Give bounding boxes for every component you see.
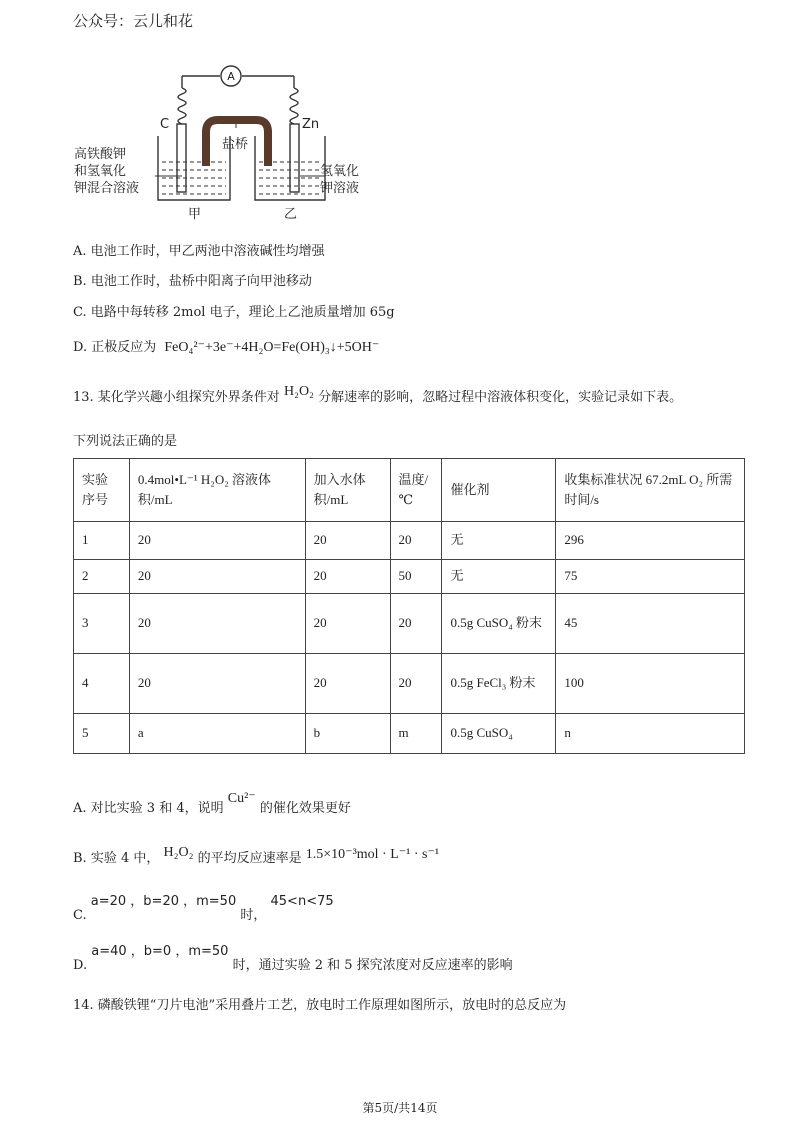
table-header-cell: 催化剂 <box>442 459 556 522</box>
page-header: 公众号：云儿和花 <box>73 12 194 30</box>
carbon-electrode <box>177 124 186 192</box>
table-row <box>74 594 745 654</box>
q12-option-c: C. 电路中每转移 2mol 电子，理论上乙池质量增加 65g <box>73 305 395 320</box>
q12-option-b: B. 电池工作时，盐桥中阳离子向甲池移动 <box>73 274 312 289</box>
q13-option-b-part-b: 的平均反应速率是 <box>197 851 302 866</box>
table-cell: m <box>390 714 442 754</box>
table-cell: 50 <box>390 560 442 594</box>
q13-option-d-part-b: 时，通过实验 2 和 5 探究浓度对反应速率的影响 <box>232 958 513 973</box>
table-header-row <box>74 459 745 522</box>
table-cell: 20 <box>129 594 305 654</box>
q13-prompt: 下列说法正确的是 <box>73 434 178 449</box>
q13-option-b-formula: H₂O₂ <box>163 845 194 860</box>
experiment-table <box>73 458 745 754</box>
table-cell: 20 <box>305 594 390 654</box>
table-header-cell: 温度/℃ <box>390 459 442 522</box>
q12-option-d-prefix: D. 正极反应为 <box>73 340 157 355</box>
right-beaker-label: 乙 <box>284 207 298 222</box>
q12-option-d <box>73 336 379 356</box>
q12-option-a: A. 电池工作时，甲乙两池中溶液碱性均增强 <box>73 244 325 259</box>
table-cell: 20 <box>305 560 390 594</box>
zinc-electrode <box>290 124 299 192</box>
table-row <box>74 714 745 754</box>
q13-option-a-ion: Cu²⁻ <box>227 791 256 806</box>
q13-stem-part-a: 13. 某化学兴趣小组探究外界条件对 <box>73 390 280 405</box>
table-cell: 0.5g FeCl₃ 粉末 <box>442 654 556 714</box>
table-cell: 20 <box>129 560 305 594</box>
page-number-footer: 第5页/共14页 <box>362 1101 438 1115</box>
table-cell: 45 <box>556 594 745 654</box>
table-cell: 20 <box>129 522 305 560</box>
left-beaker-label: 甲 <box>188 207 202 222</box>
q13-option-c <box>73 890 334 923</box>
right-solution-line-1: 氢氧化 <box>320 164 360 179</box>
table-cell: 20 <box>305 654 390 714</box>
q13-option-c-letter: C. <box>73 908 87 923</box>
q13-option-d-conditions: a=40 ，b=0 ，m=50 <box>91 944 229 959</box>
q13-option-d-letter: D. <box>73 958 88 973</box>
table-header-cell: 加入水体积/mL <box>305 459 390 522</box>
ammeter-label: A <box>227 70 235 83</box>
table-cell: 2 <box>74 560 130 594</box>
table-cell: 20 <box>390 522 442 560</box>
left-spring <box>178 88 186 124</box>
q14-stem: 14. 磷酸铁锂“刀片电池”采用叠片工艺，放电时工作原理如图所示，放电时的总反应为 <box>73 998 567 1013</box>
q13-stem <box>73 386 682 406</box>
q13-option-a-part-b: 的催化效果更好 <box>259 801 351 816</box>
salt-bridge-label: 盐桥 <box>222 137 249 152</box>
left-beaker <box>158 136 230 200</box>
table-cell: 3 <box>74 594 130 654</box>
table-cell: a <box>129 714 305 754</box>
left-electrode-label: C <box>160 117 170 132</box>
q13-option-b-rate: 1.5×10⁻³mol · L⁻¹ · s⁻¹ <box>305 847 440 862</box>
table-cell: 20 <box>129 654 305 714</box>
right-solution-line-2: 钾溶液 <box>320 181 360 196</box>
table-cell: 20 <box>390 594 442 654</box>
galvanic-cell-figure <box>70 58 370 228</box>
q13-stem-part-b: 分解速率的影响，忽略过程中溶液体积变化，实验记录如下表。 <box>318 390 683 405</box>
right-spring <box>290 88 298 124</box>
left-solution-line-3: 钾混合溶液 <box>74 181 140 196</box>
table-cell: 20 <box>305 522 390 560</box>
q13-option-a <box>73 791 351 817</box>
table-cell: 4 <box>74 654 130 714</box>
table-header-cell: 实验序号 <box>74 459 130 522</box>
table-cell: 100 <box>556 654 745 714</box>
table-row <box>74 560 745 594</box>
left-solution-line-2: 和氢氧化 <box>74 164 127 179</box>
table-row <box>74 522 745 560</box>
table-cell: 1 <box>74 522 130 560</box>
right-electrode-label: Zn <box>302 117 320 132</box>
q13-stem-formula: H₂O₂ <box>283 384 314 399</box>
q13-option-c-part-b: 时， <box>240 908 267 923</box>
table-cell: 无 <box>442 522 556 560</box>
q13-option-b-part-a: B. 实验 4 中， <box>73 851 160 866</box>
q13-option-c-range: 45<n<75 <box>270 894 334 909</box>
table-cell: 0.5g CuSO₄ 粉末 <box>442 594 556 654</box>
table-header-cell: 0.4mol•L⁻¹ H₂O₂ 溶液体积/mL <box>129 459 305 522</box>
table-cell: n <box>556 714 745 754</box>
q13-option-c-conditions: a=20 ，b=20 ，m=50 <box>90 894 237 909</box>
table-cell: 296 <box>556 522 745 560</box>
table-cell: 75 <box>556 560 745 594</box>
left-solution-line-1: 高铁酸钾 <box>74 147 127 162</box>
table-cell: 5 <box>74 714 130 754</box>
table-cell: b <box>305 714 390 754</box>
q12-option-d-formula: FeO₄²⁻+3e⁻+4H₂O=Fe(OH)₃↓+5OH⁻ <box>164 340 380 355</box>
table-header-cell: 收集标准状况 67.2mL O₂ 所需时间/s <box>556 459 745 522</box>
q13-option-b <box>73 847 439 867</box>
table-cell: 无 <box>442 560 556 594</box>
table-row <box>74 654 745 714</box>
table-cell: 20 <box>390 654 442 714</box>
q13-option-a-part-a: A. 对比实验 3 和 4，说明 <box>73 801 224 816</box>
q13-option-d <box>73 940 513 973</box>
table-cell: 0.5g CuSO₄ <box>442 714 556 754</box>
